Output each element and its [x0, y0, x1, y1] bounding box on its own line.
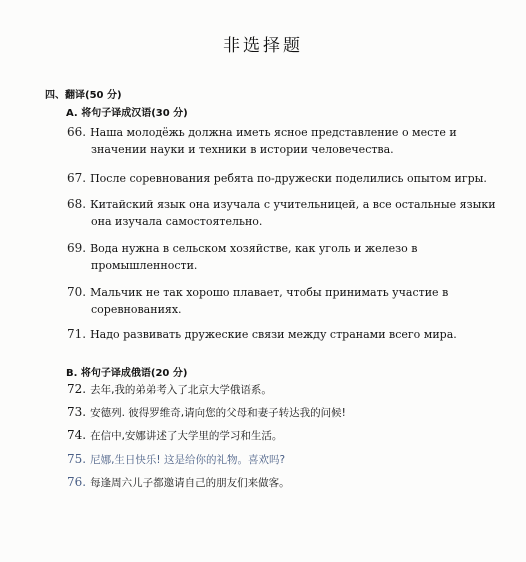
- question-number: 70.: [67, 285, 87, 299]
- question-number: 74.: [67, 428, 87, 442]
- question-text: Надо развивать дружеские связи между странами всего мира.: [90, 328, 457, 341]
- question-text-continued: значении науки и техники в истории человечества.: [91, 143, 394, 156]
- question-number: 68.: [67, 197, 87, 211]
- question-text: 安德列. 彼得罗维奇,请向您的父母和妻子转达我的问候!: [90, 407, 346, 419]
- question-text-continued: промышленности.: [91, 259, 198, 272]
- question-number: 76.: [67, 475, 87, 489]
- question-text: Вода нужна в сельском хозяйстве, как уголь и железо в: [90, 242, 418, 255]
- question-75: [67, 451, 487, 468]
- question-76: [67, 474, 487, 491]
- question-72: [67, 381, 487, 398]
- question-text: 在信中,安娜讲述了大学里的学习和生活。: [90, 430, 283, 442]
- question-68: [67, 196, 503, 230]
- question-66: [67, 124, 503, 158]
- question-number: 66.: [67, 125, 87, 139]
- part-b-heading: B. 将句子译成俄语(20 分): [66, 368, 188, 379]
- question-text-continued: она изучала самостоятельно.: [91, 215, 263, 228]
- question-text: 尼娜,生日快乐! 这是给你的礼物。喜欢吗?: [90, 454, 286, 466]
- question-71: [67, 326, 503, 343]
- part-a-heading: A. 将句子译成汉语(30 分): [66, 108, 188, 119]
- question-73: [67, 404, 487, 421]
- page-title: 非选择题: [223, 36, 303, 56]
- question-number: 72.: [67, 382, 87, 396]
- question-text: Китайский язык она изучала с учительницей, а все остальные языки: [90, 198, 496, 211]
- question-text: Наша молодёжь должна иметь ясное представление о месте и: [90, 126, 457, 139]
- question-number: 73.: [67, 405, 87, 419]
- question-69: [67, 240, 503, 274]
- question-text: 去年,我的弟弟考入了北京大学俄语系。: [90, 384, 272, 396]
- question-number: 67.: [67, 171, 87, 185]
- question-70: [67, 284, 503, 318]
- question-67: [67, 170, 503, 187]
- question-number: 69.: [67, 241, 87, 255]
- question-text-continued: соревнованиях.: [91, 303, 182, 316]
- question-74: [67, 427, 487, 444]
- question-text: Мальчик не так хорошо плавает, чтобы принимать участие в: [90, 286, 449, 299]
- question-text: 每逢周六儿子都邀请自己的朋友们来做客。: [90, 477, 290, 489]
- section-heading: 四、翻译(50 分): [45, 90, 122, 101]
- question-number: 75.: [67, 452, 87, 466]
- question-number: 71.: [67, 327, 87, 341]
- question-text: После соревнования ребята по-дружески поделились опытом игры.: [90, 172, 487, 185]
